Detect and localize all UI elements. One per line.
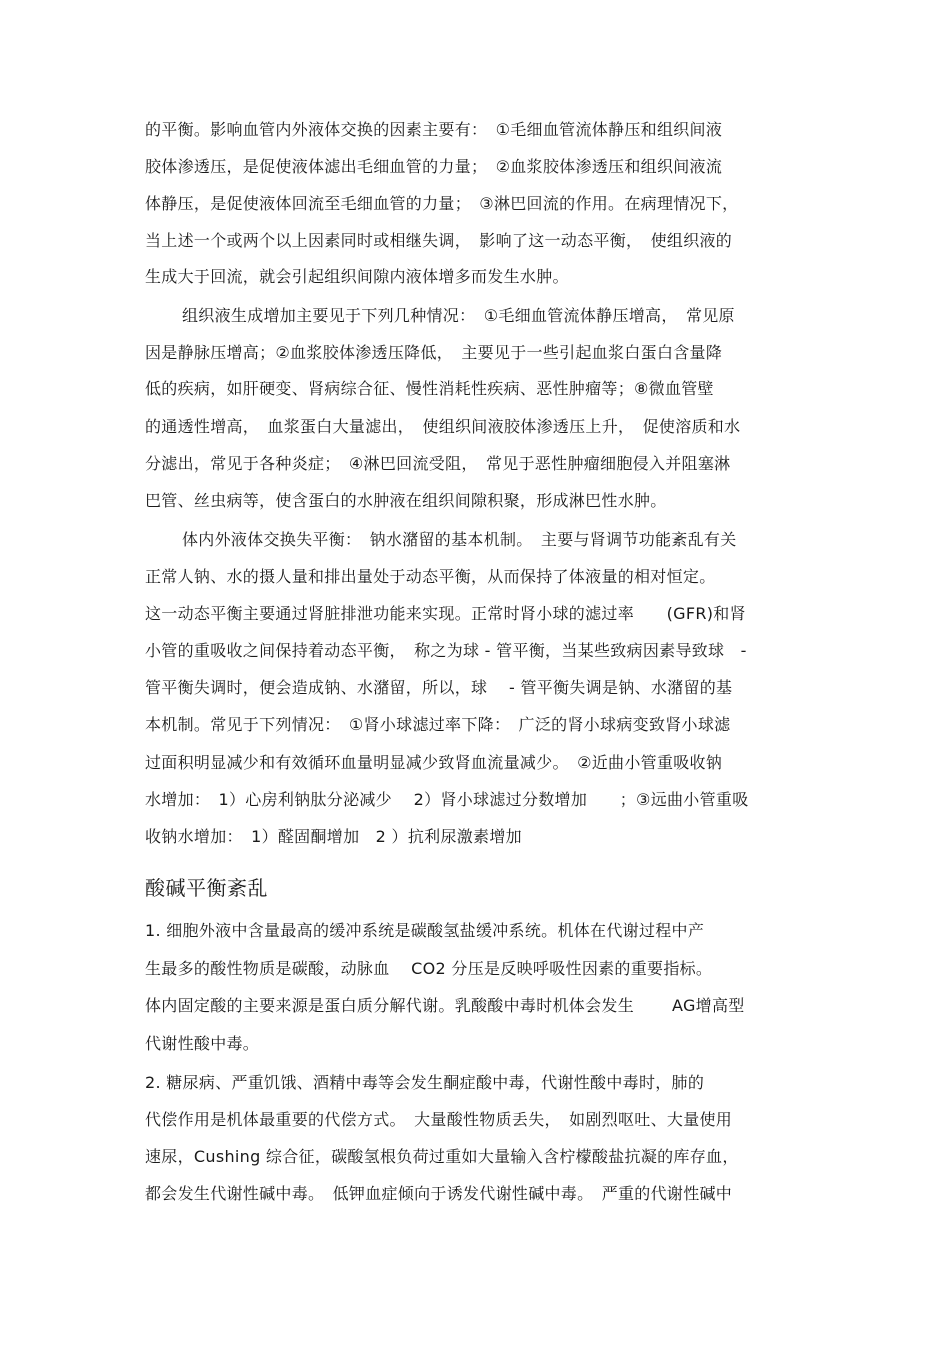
paragraph-3-line-7: 过面积明显减少和有效循环血量明显减少致肾血流量减少。 ②近曲小管重吸收钠 (145, 753, 723, 772)
paragraph-3-line-5: 管平衡失调时，便会造成钠、水潴留，所以，球 - 管平衡失调是钠、水潴留的基 (145, 678, 733, 697)
paragraph-2-line-3: 低的疾病，如肝硬变、肾病综合征、慢性消耗性疾病、恶性肿瘤等；⑧微血管壁 (145, 379, 714, 398)
section-paragraph-1-line-4: 代谢性酸中毒。 (145, 1034, 260, 1053)
section-paragraph-2-line-1: 2. 糖尿病、严重饥饿、酒精中毒等会发生酮症酸中毒，代谢性酸中毒时，肺的 (145, 1073, 705, 1092)
paragraph-1-line-5: 生成大于回流，就会引起组织间隙内液体增多而发生水肿。 (145, 267, 569, 286)
paragraph-2-line-6: 巴管、丝虫病等，使含蛋白的水肿液在组织间隙积聚，形成淋巴性水肿。 (145, 491, 667, 510)
paragraph-1-line-2: 胶体渗透压，是促使液体滤出毛细血管的力量； ②血浆胶体渗透压和组织间液流 (145, 157, 723, 176)
section-paragraph-1-line-1: 1. 细胞外液中含量最高的缓冲系统是碳酸氢盐缓冲系统。机体在代谢过程中产 (145, 921, 705, 940)
paragraph-3-line-8: 水增加： 1）心房利钠肽分泌减少 2）肾小球滤过分数增加 ；③远曲小管重吸 (145, 790, 749, 809)
section-paragraph-2-line-4: 都会发生代谢性碱中毒。 低钾血症倾向于诱发代谢性碱中毒。 严重的代谢性碱中 (145, 1184, 733, 1203)
paragraph-3-line-9: 收钠水增加： 1）醛固酮增加 2 ）抗利尿激素增加 (145, 827, 522, 846)
paragraph-1-line-1: 的平衡。影响血管内外液体交换的因素主要有： ①毛细血管流体静压和组织间液 (145, 120, 723, 139)
section-paragraph-2-line-3: 速尿，Cushing 综合征，碳酸氢根负荷过重如大量输入含柠檬酸盐抗凝的库存血， (145, 1147, 739, 1166)
paragraph-3-line-1: 体内外液体交换失平衡： 钠水潴留的基本机制。 主要与肾调节功能紊乱有关 (182, 530, 737, 549)
paragraph-3-line-4: 小管的重吸收之间保持着动态平衡， 称之为球 - 管平衡，当某些致病因素导致球 - (145, 641, 747, 660)
paragraph-3-line-6: 本机制。常见于下列情况： ①肾小球滤过率下降： 广泛的肾小球病变致肾小球滤 (145, 715, 731, 734)
section-paragraph-1-line-3: 体内固定酸的主要来源是蛋白质分解代谢。乳酸酸中毒时机体会发生 AG增高型 (145, 996, 745, 1015)
paragraph-1-line-4: 当上述一个或两个以上因素同时或相继失调， 影响了这一动态平衡， 使组织液的 (145, 231, 733, 250)
paragraph-2-line-1: 组织液生成增加主要见于下列几种情况： ①毛细血管流体静压增高， 常见原 (182, 306, 735, 325)
paragraph-2-line-5: 分滤出，常见于各种炎症； ④淋巴回流受阻， 常见于恶性肿瘤细胞侵入并阻塞淋 (145, 454, 731, 473)
section-paragraph-2-line-2: 代偿作用是机体最重要的代偿方式。 大量酸性物质丢失， 如剧烈呕吐、大量使用 (145, 1110, 733, 1129)
paragraph-3-line-3: 这一动态平衡主要通过肾脏排泄功能来实现。正常时肾小球的滤过率 (GFR)和肾 (145, 604, 746, 623)
section-paragraph-1-line-2: 生最多的酸性物质是碳酸，动脉血 CO2 分压是反映呼吸性因素的重要指标。 (145, 959, 713, 978)
paragraph-3-line-2: 正常人钠、水的摄人量和排出量处于动态平衡，从而保持了体液量的相对恒定。 (145, 567, 716, 586)
paragraph-1-line-3: 体静压，是促使液体回流至毛细血管的力量； ③淋巴回流的作用。在病理情况下， (145, 194, 739, 213)
section-heading: 酸碱平衡紊乱 (145, 876, 268, 900)
paragraph-2-line-2: 因是静脉压增高；②血浆胶体渗透压降低， 主要见于一些引起血浆白蛋白含量降 (145, 343, 723, 362)
paragraph-2-line-4: 的通透性增高， 血浆蛋白大量滤出， 使组织间液胶体渗透压上升， 促使溶质和水 (145, 417, 741, 436)
